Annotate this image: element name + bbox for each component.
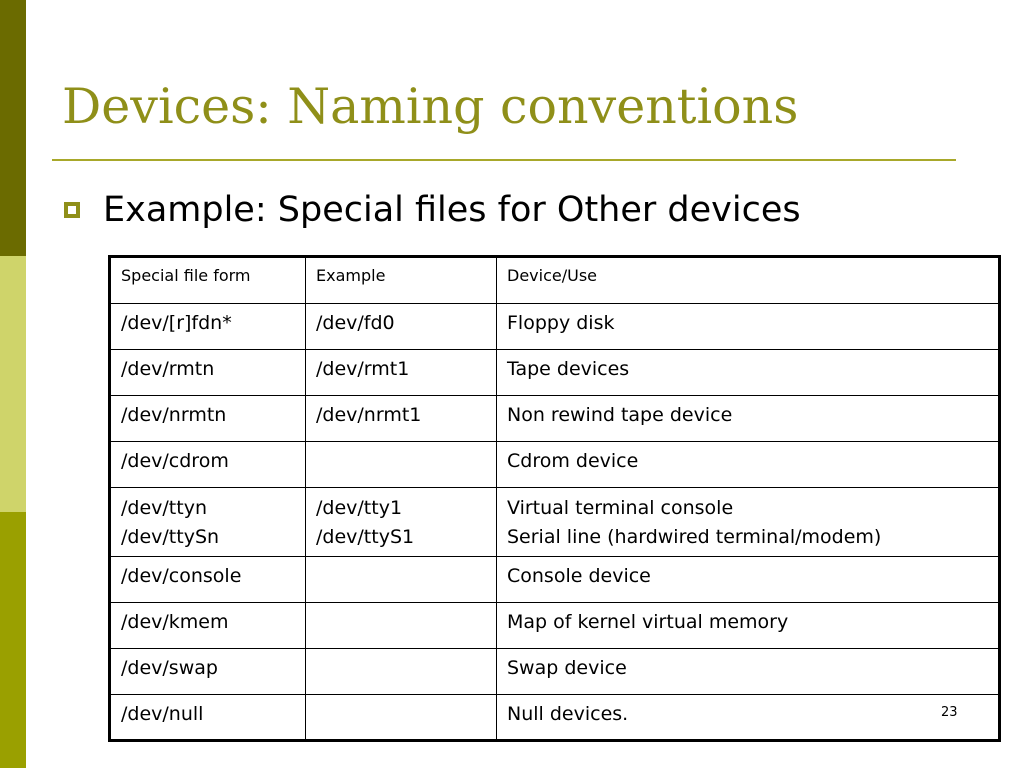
column-header-example: Example — [306, 257, 497, 304]
cell-form-text: /dev/console — [121, 565, 242, 587]
cell-example — [306, 488, 497, 557]
cell-use-text: Non rewind tape device — [507, 404, 733, 426]
table-row — [110, 396, 1000, 442]
cell-example — [306, 603, 497, 649]
cell-form — [110, 695, 306, 741]
sidebar-segment-bottom — [0, 512, 26, 768]
table-row — [110, 442, 1000, 488]
cell-use-text: Serial line (hardwired terminal/modem) — [507, 525, 882, 548]
table-row — [110, 649, 1000, 695]
cell-use — [497, 695, 1000, 741]
cell-form-text: /dev/ttySn — [121, 525, 220, 548]
cell-form — [110, 649, 306, 695]
cell-example-text: /dev/tty1 — [316, 497, 403, 519]
cell-example — [306, 304, 497, 350]
cell-use — [497, 350, 1000, 396]
cell-example-text: /dev/ttyS1 — [316, 525, 415, 548]
table-row — [110, 557, 1000, 603]
slide-title: Devices: Naming conventions — [62, 78, 799, 135]
device-files-table — [108, 255, 1001, 742]
column-header-form: Special file form — [110, 257, 306, 304]
cell-form — [110, 603, 306, 649]
cell-form-text: /dev/kmem — [121, 611, 229, 633]
title-divider — [52, 159, 956, 161]
cell-example-text: /dev/rmt1 — [316, 358, 410, 380]
cell-form-text: /dev/cdrom — [121, 450, 229, 472]
cell-example — [306, 695, 497, 741]
column-header-use: Device/Use — [497, 257, 1000, 304]
cell-form-text: /dev/[r]fdn* — [121, 312, 232, 334]
cell-use — [497, 396, 1000, 442]
table-header-row — [110, 257, 1000, 304]
sidebar-decoration — [0, 0, 26, 768]
cell-example — [306, 442, 497, 488]
cell-example — [306, 649, 497, 695]
cell-use — [497, 603, 1000, 649]
cell-example-text: /dev/nrmt1 — [316, 404, 422, 426]
cell-use — [497, 557, 1000, 603]
cell-use-text: Floppy disk — [507, 312, 615, 334]
cell-example-text: /dev/fd0 — [316, 312, 395, 334]
sidebar-segment-top — [0, 0, 26, 256]
square-bullet-icon — [64, 202, 80, 218]
cell-use-text: Tape devices — [507, 358, 630, 380]
cell-use-text: Cdrom device — [507, 450, 639, 472]
cell-use — [497, 304, 1000, 350]
table-row — [110, 304, 1000, 350]
cell-form — [110, 350, 306, 396]
cell-form — [110, 557, 306, 603]
table-row — [110, 488, 1000, 557]
cell-use-text: Console device — [507, 565, 651, 587]
cell-form-text: /dev/null — [121, 703, 204, 725]
cell-form-text: /dev/ttyn — [121, 497, 207, 519]
table-row — [110, 695, 1000, 741]
cell-use-text: Map of kernel virtual memory — [507, 611, 789, 633]
sidebar-segment-middle — [0, 256, 26, 512]
cell-form — [110, 304, 306, 350]
cell-use-text: Null devices. — [507, 703, 629, 725]
cell-use-text: Swap device — [507, 657, 627, 679]
cell-example — [306, 396, 497, 442]
slide-number: 23 — [941, 705, 958, 720]
table-body — [110, 304, 1000, 741]
cell-use — [497, 488, 1000, 557]
cell-use-text: Virtual terminal console — [507, 497, 734, 519]
table-row — [110, 603, 1000, 649]
cell-form-text: /dev/swap — [121, 657, 218, 679]
cell-form — [110, 488, 306, 557]
cell-form — [110, 396, 306, 442]
cell-form-text: /dev/rmtn — [121, 358, 215, 380]
cell-example — [306, 350, 497, 396]
cell-form — [110, 442, 306, 488]
bullet-text: Example: Special files for Other devices — [103, 190, 801, 230]
cell-use — [497, 649, 1000, 695]
cell-example — [306, 557, 497, 603]
cell-form-text: /dev/nrmtn — [121, 404, 227, 426]
cell-use — [497, 442, 1000, 488]
table-row — [110, 350, 1000, 396]
